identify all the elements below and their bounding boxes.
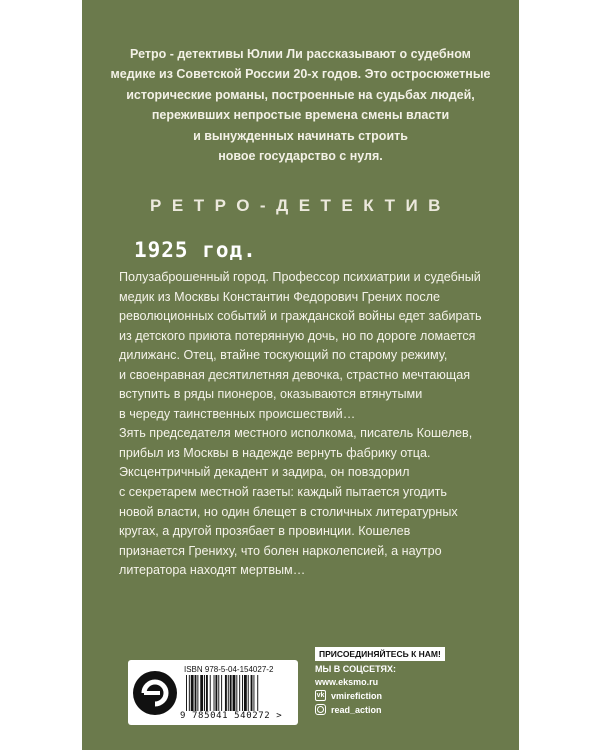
synopsis-line: кругах, а другой прозябает в провинции. Кошелев <box>119 524 411 539</box>
website-link[interactable]: www.eksmo.ru <box>315 677 379 687</box>
instagram-row[interactable] <box>315 704 495 715</box>
back-cover <box>82 0 519 750</box>
eksmo-logo-icon <box>130 668 180 718</box>
synopsis-line: революционных событий и гражданской войны едет забирать <box>119 309 482 324</box>
synopsis-line: Эксцентричный декадент и задира, он повздорил <box>119 465 410 480</box>
synopsis-line: вступить в ряды пионеров, оказываются втянутыми <box>119 387 423 402</box>
blurb-line: новое государство с нуля. <box>218 149 383 164</box>
synopsis-line: с секретарем местной газеты: каждый пытается угодить <box>119 485 447 500</box>
synopsis-line: признается Грениху, что болен нарколепсией, а наутро <box>119 543 442 558</box>
synopsis-text <box>119 268 519 581</box>
blurb-line: переживших непростые времена смены власти <box>151 108 450 123</box>
synopsis-line: новой власти, но один блещет в столичных литературных <box>119 504 458 519</box>
synopsis-line: Зять председателя местного исполкома, писатель Кошелев, <box>119 426 473 441</box>
synopsis-line: в череду таинственных происшествий… <box>119 406 356 421</box>
synopsis-line: и своенравная десятилетняя девочка, страстно мечтающая <box>119 367 471 382</box>
synopsis-line: литератора находят мертвым… <box>119 563 306 578</box>
barcode-panel <box>128 660 298 725</box>
instagram-handle: read_action <box>331 704 382 715</box>
isbn-number: ISBN 978-5-04-154027-2 <box>184 665 274 674</box>
blurb-line: и вынужденных начинать строить <box>193 128 408 143</box>
synopsis-line: Полузаброшенный город. Профессор психиатрии и судебный <box>119 270 481 284</box>
vk-row[interactable] <box>315 690 495 701</box>
synopsis-line: медик из Москвы Константин Федорович Грених после <box>119 289 441 304</box>
synopsis-line: прибыл из Москвы в надежде вернуть фабрику отца. <box>119 445 431 460</box>
synopsis-line: из детского приюта потерянную дочь, но по дороге ломается <box>119 328 476 343</box>
social-block <box>315 647 495 715</box>
series-label: РЕТРО-ДЕТЕКТИВ <box>150 196 451 215</box>
vk-icon: vk <box>316 692 325 699</box>
join-us-label: ПРИСОЕДИНЯЙТЕСЬ К НАМ! <box>315 647 445 661</box>
blurb-line: Ретро - детективы Юлии Ли рассказывают о судебном <box>130 47 471 61</box>
vk-handle: vmirefiction <box>331 690 383 701</box>
blurb-text <box>82 44 519 166</box>
barcode-icon <box>186 675 294 711</box>
year-heading: 1925 год. <box>134 238 257 262</box>
blurb-line: исторические романы, построенные на судьбах людей, <box>126 87 475 102</box>
social-networks-label: МЫ В СОЦСЕТЯХ: <box>315 664 397 674</box>
instagram-icon <box>315 704 326 715</box>
barcode-digits: 9 785041 540272 > <box>180 711 283 721</box>
blurb-line: медике из Советской России 20-х годов. Это остросюжетные <box>110 67 491 82</box>
synopsis-line: дилижанс. Отец, втайне тоскующий по старому режиму, <box>119 348 448 363</box>
